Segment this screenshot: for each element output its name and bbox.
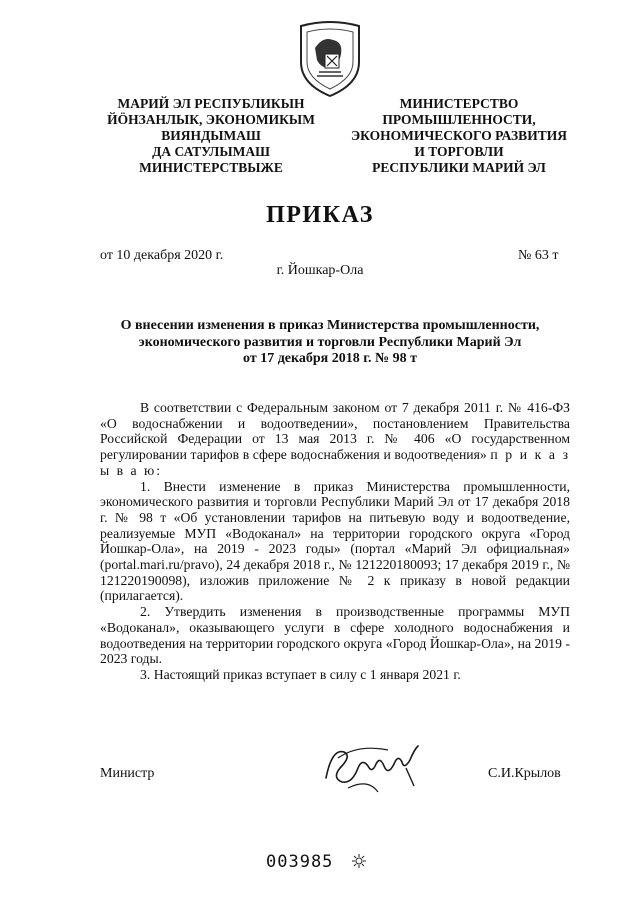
header-left-line: МИНИСТЕРСТВЫЖЕ [139,160,283,175]
serial-number: 003985 [266,852,334,872]
body-intro-paragraph [100,400,570,479]
signatory-role: Министр [100,766,155,781]
order-word: п р и к а з ы в а ю: [100,447,571,478]
subject-line: от 17 декабря 2018 г. № 98 т [243,351,417,366]
document-number: № 63 т [518,248,559,263]
ministry-header-mari [100,96,322,176]
star-ornament-icon [352,854,366,868]
header-right-line: ЭКОНОМИЧЕСКОГО РАЗВИТИЯ [351,128,567,143]
header-left-line: ДА САТУЛЫМАШ [152,144,270,159]
document-city: г. Йошкар-Ола [276,263,364,278]
document-subject [80,318,580,368]
header-left-line: ЙӦНЗАНЛЫК, ЭКОНОМИКЫМ [107,112,315,127]
header-left-line: ВИЯНДЫМАШ [161,128,261,143]
body-item-1: 1. Внести изменение в приказ Министерства промышленности, экономического развития и торговли Республики Марий Эл от 17 декабря 2018 г. № 98 т «Об установлении тарифов на питьевую воду и водоотведение, реализуемые МУП «Водоканал» на территории городского округа «Город Йошкар-Ола», на 2019 - 2023 годы» (портал «Марий Эл официальная» (portal.mari.ru/pravo), 24 декабря 2018 г., № 121220180093; 17 декабря 2019 г., № 121220190098), изложив приложение № 2 к приказу в новой редакции (прилагается). [100,478,570,604]
header-left-line: МАРИЙ ЭЛ РЕСПУБЛИКЫН [117,96,305,111]
ministry-header-russian [334,96,584,176]
coat-of-arms-emblem [297,18,363,98]
signatory-name: С.И.Крылов [488,766,561,781]
subject-line: экономического развития и торговли Республики Марий Эл [138,334,522,350]
handwritten-signature [318,738,428,796]
header-right-line: МИНИСТЕРСТВО [399,96,519,111]
header-right-line: И ТОРГОВЛИ [414,144,504,159]
body-item-2: 2. Утвердить изменения в производственные программы МУП «Водоканал», оказывающего услуги в сфере холодного водоснабжения и водоотведения на территории городского округа «Город Йошкар-Ола», на 2019 - 2023 годы. [100,604,570,667]
document-date: от 10 декабря 2020 г. [100,248,224,263]
body-item-3: 3. Настоящий приказ вступает в силу с 1 января 2021 г. [140,666,461,682]
header-right-line: РЕСПУБЛИКИ МАРИЙ ЭЛ [372,160,546,175]
document-body [100,400,570,683]
document-title: ПРИКАЗ [266,202,374,228]
header-right-line: ПРОМЫШЛЕННОСТИ, [382,112,536,127]
body-intro-text: В соответствии с Федеральным законом от 7 декабря 2011 г. № 416-ФЗ «О водоснабжении и водоотведении», постановлением Правительства Российской Федерации от 13 мая 2013 г. № 406 «О государственном регулировании тарифов в сфере водоснабжения и водоотведения» [100,400,570,463]
subject-line: О внесении изменения в приказ Министерства промышленности, [120,318,540,333]
